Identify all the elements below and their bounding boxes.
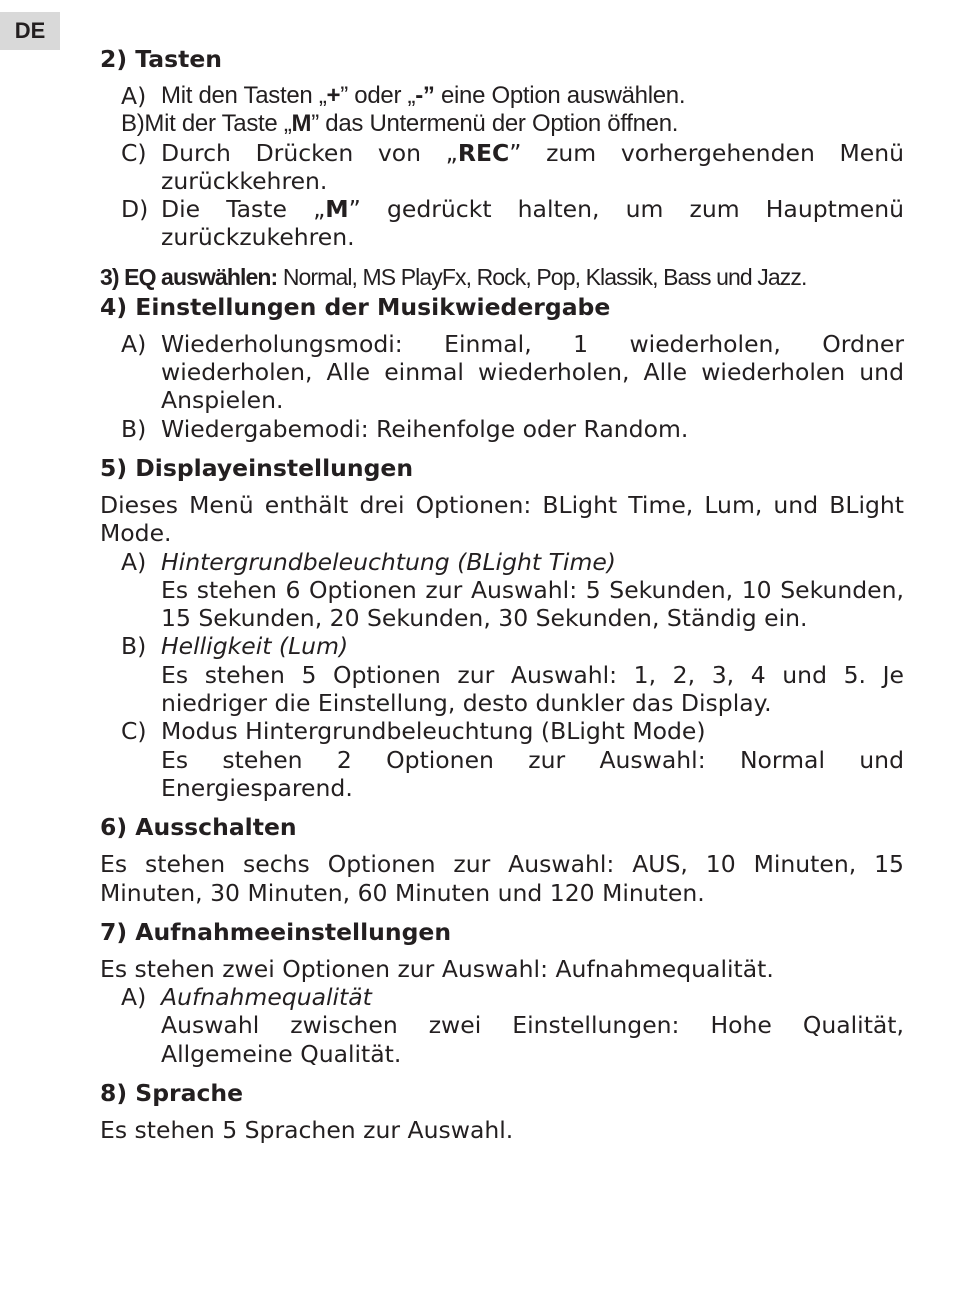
item-label: C) bbox=[121, 717, 147, 746]
item-label: C) bbox=[121, 138, 147, 167]
list-item bbox=[100, 632, 904, 717]
section-text: Es stehen sechs Optionen zur Auswahl: AUS, 10 Minuten, 15 Minuten, 30 Minuten, 60 Minuten und 120 Minuten. bbox=[100, 850, 904, 907]
item-title: Aufnahmequalität bbox=[161, 983, 372, 1012]
section-ausschalten bbox=[100, 812, 904, 907]
item-text bbox=[161, 717, 904, 802]
item-label: A) bbox=[121, 983, 147, 1012]
section-heading: 5) Displayeinstellungen bbox=[100, 453, 414, 482]
section-intro: Dieses Menü enthält drei Optionen: BLight Time, Lum, und BLight Mode. bbox=[100, 490, 904, 548]
section-heading: 4) Einstellungen der Musikwiedergabe bbox=[100, 292, 611, 321]
item-label: A) bbox=[121, 329, 147, 358]
item-label: A) bbox=[121, 82, 147, 110]
text-run: ” zum vorhergehenden Menü zurückkehren. bbox=[161, 138, 904, 195]
text-run: ” oder „ bbox=[340, 82, 416, 109]
list-item bbox=[100, 110, 904, 138]
section-sprache bbox=[100, 1078, 904, 1144]
key-minus: -” bbox=[415, 82, 435, 109]
section-eq bbox=[100, 262, 904, 292]
section-aufnahme bbox=[100, 917, 904, 1068]
item-label: A) bbox=[121, 547, 147, 576]
key-m: M bbox=[291, 110, 312, 138]
text-run: Mit den Tasten „ bbox=[161, 82, 327, 109]
section-intro: Es stehen zwei Optionen zur Auswahl: Aufnahmequalität. bbox=[100, 954, 774, 983]
item-label: D) bbox=[121, 195, 149, 224]
item-text: Wiederholungsmodi: Einmal, 1 wiederholen, Ordner wiederholen, Alle einmal wiederholen, Alle wiederholen und Anspielen. bbox=[161, 329, 904, 415]
section-musik bbox=[100, 292, 904, 443]
section-heading: 7) Aufnahmeeinstellungen bbox=[100, 917, 452, 946]
item-description: Auswahl zwischen zwei Einstellungen: Hohe Qualität, Allgemeine Qualität. bbox=[161, 1011, 904, 1068]
page-content bbox=[100, 44, 904, 1154]
eq-options: Normal, MS PlayFx, Rock, Pop, Klassik, Bass und Jazz. bbox=[277, 263, 807, 290]
item-text bbox=[161, 82, 904, 110]
text-run: Mit der Taste „ bbox=[144, 110, 292, 138]
list-item bbox=[100, 139, 904, 196]
item-text bbox=[161, 548, 904, 633]
key-plus: + bbox=[326, 82, 341, 109]
section-heading: 8) Sprache bbox=[100, 1079, 244, 1108]
item-description: Es stehen 6 Optionen zur Auswahl: 5 Sekunden, 10 Sekunden, 15 Sekunden, 20 Sekunden, 30 Sekunden, Ständig ein. bbox=[161, 575, 904, 633]
key-m: M bbox=[325, 195, 349, 224]
text-run: eine Option auswählen. bbox=[434, 82, 686, 109]
section-heading: 3) EQ auswählen: bbox=[100, 263, 278, 290]
item-text bbox=[161, 195, 904, 252]
section-display bbox=[100, 453, 904, 802]
item-text: Wiedergabemodi: Reihenfolge oder Random. bbox=[161, 414, 689, 443]
list-item bbox=[100, 548, 904, 633]
list-item bbox=[100, 717, 904, 802]
item-title: Helligkeit (Lum) bbox=[161, 632, 349, 661]
item-label: B) bbox=[121, 414, 147, 443]
section-heading: 6) Ausschalten bbox=[100, 813, 297, 842]
language-tab: DE bbox=[0, 12, 60, 50]
text-run: Die Taste „ bbox=[161, 195, 326, 224]
list-item bbox=[100, 415, 904, 443]
text-run: ” gedrückt halten, um zum Hauptmenü zurückzukehren. bbox=[161, 195, 904, 252]
list-item bbox=[100, 82, 904, 110]
item-title: Hintergrundbeleuchtung (BLight Time) bbox=[161, 547, 616, 576]
key-rec: REC bbox=[457, 138, 510, 167]
section-text: Es stehen 5 Sprachen zur Auswahl. bbox=[100, 1116, 514, 1145]
list-item bbox=[100, 195, 904, 252]
item-text bbox=[161, 139, 904, 196]
item-description: Es stehen 5 Optionen zur Auswahl: 1, 2, 3, 4 und 5. Je niedriger die Einstellung, desto dunkler das Display. bbox=[161, 660, 904, 718]
section-heading: 2) Tasten bbox=[100, 45, 223, 73]
section-tasten bbox=[100, 44, 904, 252]
item-label: B) bbox=[121, 110, 145, 138]
list-item bbox=[100, 983, 904, 1068]
text-run: Durch Drücken von „ bbox=[161, 138, 458, 167]
item-description: Es stehen 2 Optionen zur Auswahl: Normal und Energiesparend. bbox=[161, 745, 904, 802]
item-label: B) bbox=[121, 632, 147, 661]
item-title: Modus Hintergrundbeleuchtung (BLight Mode) bbox=[161, 717, 706, 746]
list-item bbox=[100, 330, 904, 415]
item-text bbox=[161, 632, 904, 717]
text-run: ” das Untermenü der Option öffnen. bbox=[311, 110, 679, 138]
item-text bbox=[161, 983, 904, 1068]
